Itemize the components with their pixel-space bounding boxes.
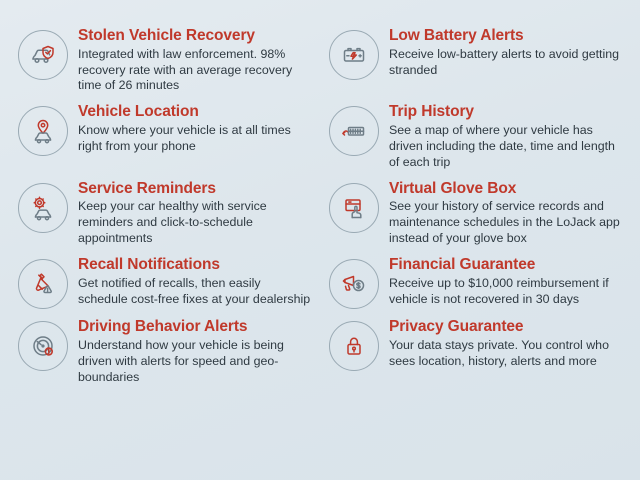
feature-item bbox=[329, 102, 622, 172]
feature-description: Integrated with law enforcement. 98% recovery rate with an average recovery time of 26 minutes bbox=[78, 46, 293, 93]
feature-title: Trip History bbox=[389, 103, 474, 121]
driving-behavior-alerts-icon bbox=[18, 321, 68, 371]
feature-text bbox=[78, 28, 311, 94]
feature-title: Privacy Guarantee bbox=[389, 318, 524, 336]
feature-description: Understand how your vehicle is being driven with alerts for speed and geo-boundaries bbox=[78, 337, 284, 384]
feature-title: Vehicle Location bbox=[78, 103, 199, 121]
vehicle-location-icon bbox=[18, 106, 68, 156]
feature-text bbox=[389, 181, 622, 247]
stolen-vehicle-recovery-icon bbox=[18, 30, 68, 80]
feature-description: Receive low-battery alerts to avoid getting stranded bbox=[389, 46, 620, 77]
financial-guarantee-icon bbox=[329, 259, 379, 309]
feature-grid bbox=[18, 26, 622, 387]
feature-title: Service Reminders bbox=[78, 179, 216, 197]
service-reminders-icon bbox=[18, 183, 68, 233]
feature-item bbox=[18, 179, 311, 249]
feature-description: Get notified of recalls, then easily schedule cost-free fixes at your dealership bbox=[78, 275, 311, 306]
feature-title: Virtual Glove Box bbox=[389, 179, 517, 197]
feature-title: Financial Guarantee bbox=[389, 256, 536, 274]
feature-text bbox=[78, 319, 311, 385]
feature-item bbox=[329, 255, 622, 311]
virtual-glove-box-icon bbox=[329, 183, 379, 233]
feature-description: Your data stays private. You control who sees location, history, alerts and more bbox=[389, 337, 609, 368]
low-battery-alerts-icon bbox=[329, 30, 379, 80]
recall-notifications-icon bbox=[18, 259, 68, 309]
feature-text bbox=[389, 319, 622, 369]
feature-item bbox=[18, 317, 311, 387]
feature-text bbox=[78, 181, 311, 247]
feature-text bbox=[389, 28, 622, 78]
privacy-guarantee-icon bbox=[329, 321, 379, 371]
feature-text bbox=[78, 257, 311, 307]
feature-item bbox=[18, 255, 311, 311]
feature-description: Keep your car healthy with service reminders and click-to-schedule appointments bbox=[78, 199, 267, 246]
feature-item bbox=[329, 317, 622, 387]
feature-text bbox=[389, 257, 622, 307]
feature-title: Driving Behavior Alerts bbox=[78, 318, 248, 336]
feature-title: Recall Notifications bbox=[78, 256, 220, 274]
feature-text bbox=[389, 104, 622, 170]
feature-item bbox=[329, 179, 622, 249]
feature-description: See a map of where your vehicle has driven including the date, time and length of each trip bbox=[389, 123, 615, 169]
feature-item bbox=[329, 26, 622, 96]
feature-description: Know where your vehicle is at all times right from your phone bbox=[78, 123, 291, 153]
feature-item bbox=[18, 102, 311, 172]
feature-item bbox=[18, 26, 311, 96]
feature-description: See your history of service records and maintenance schedules in the LoJack app instead of your glove box bbox=[389, 199, 620, 246]
trip-history-icon bbox=[329, 106, 379, 156]
feature-description: Receive up to $10,000 reimbursement if vehicle is not recovered in 30 days bbox=[389, 275, 609, 306]
feature-text bbox=[78, 104, 311, 154]
feature-title: Low Battery Alerts bbox=[389, 27, 524, 44]
feature-title: Stolen Vehicle Recovery bbox=[78, 27, 255, 44]
